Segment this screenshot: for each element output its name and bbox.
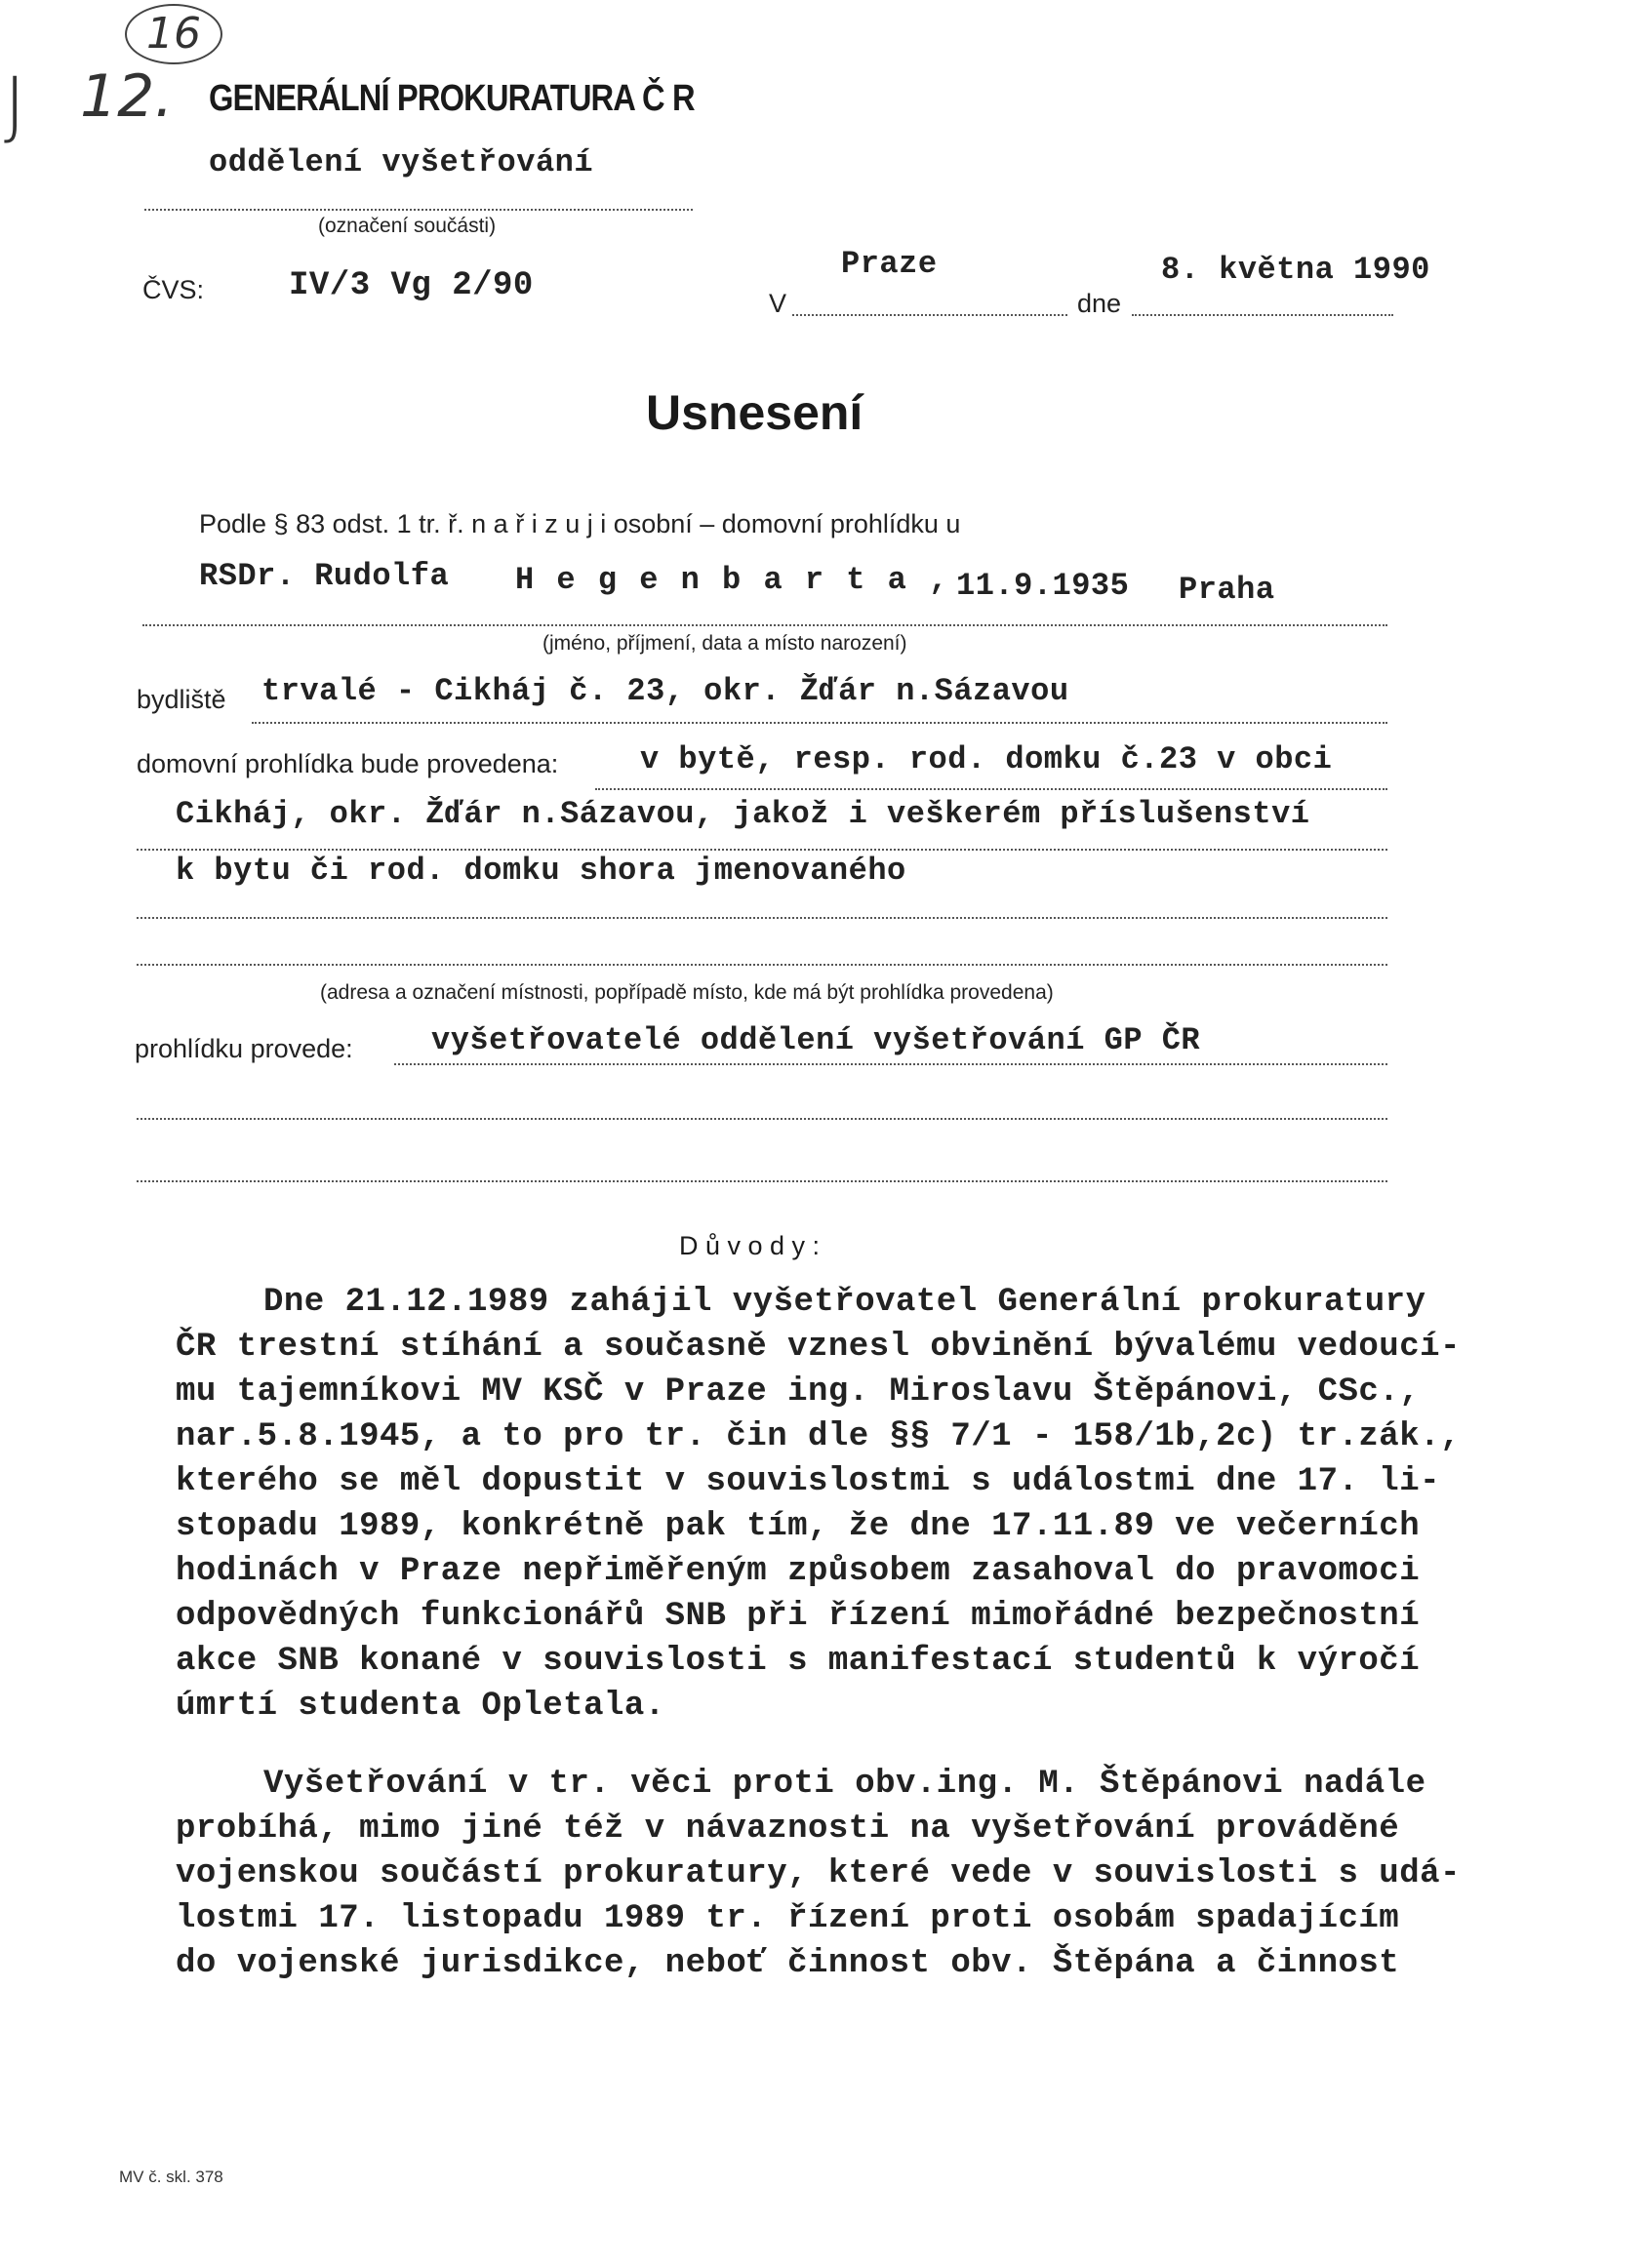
performer-value: vyšetřovatelé oddělení vyšetřování GP ČR [431,1022,1201,1058]
circled-page-number: 16 [125,4,222,64]
performer-dotline-2 [137,1118,1387,1120]
reason-line-9: akce SNB konané v souvislosti s manifestací studentů k výročí [176,1643,1421,1680]
date-value: 8. května 1990 [1161,252,1430,288]
cvs-label: ČVS: [142,275,205,304]
person-caption: (jméno, příjmení, data a místo narození) [542,632,907,655]
reason-line-10: úmrtí studenta Opletala. [176,1688,665,1725]
person-name: RSDr. Rudolfa [199,558,450,594]
reason-line-6: stopadu 1989, konkrétně pak tím, že dne 17.11.89 ve večerních [176,1508,1421,1545]
performer-label: prohlídku provede: [135,1034,353,1063]
search-place-label: domovní prohlídka bude provedena: [137,749,559,778]
residence-label: bydliště [137,685,226,714]
margin-mark: J [4,60,26,147]
date-label: dne [1077,289,1122,318]
form-code: MV č. skl. 378 [119,2168,223,2186]
department-name: oddělení vyšetřování [209,144,594,180]
reason-line-4: nar.5.8.1945, a to pro tr. čin dle §§ 7/1 - 158/1b,2c) tr.zák., [176,1418,1461,1455]
reason-line-2: ČR trestní stíhání a současně vznesl obvinění bývalému vedoucí- [176,1329,1461,1366]
person-birth-date: 11.9.1935 [956,568,1130,604]
performer-line [394,1063,1387,1065]
address-caption: (adresa a označení místnosti, popřípadě místo, kde má být prohlídka provedena) [320,981,1054,1004]
order-intro: Podle § 83 odst. 1 tr. ř. n a ř i z u j i osobní – domovní prohlídku u [199,509,961,538]
reason-line-15: do vojenské jurisdikce, neboť činnost obv. Štěpána a činnost [176,1945,1400,1982]
document-title: Usnesení [646,385,863,440]
residence-line [252,722,1387,724]
place-prefix: V [769,289,787,318]
reason-line-7: hodinách v Praze nepřiměřeným způsobem zasahoval do pravomoci [176,1553,1421,1590]
reason-line-1: Dne 21.12.1989 zahájil vyšetřovatel Generální prokuratury [263,1284,1426,1321]
search-place-line-3: k bytu či rod. domku shora jmenovaného [176,853,906,889]
reason-line-13: vojenskou součástí prokuratury, které vede v souvislosti s udá- [176,1855,1461,1892]
search-place-dotline-1 [595,788,1387,790]
search-place-dotline-3 [137,917,1387,919]
institution-name: GENERÁLNÍ PROKURATURA Č R [209,78,695,119]
reason-line-14: lostmi 17. listopadu 1989 tr. řízení proti osobám spadajícím [176,1900,1400,1937]
residence-value: trvalé - Cikháj č. 23, okr. Žďár n.Sázavou [261,673,1069,709]
place-value: Praze [841,246,938,282]
reason-line-11: Vyšetřování v tr. věci proti obv.ing. M. Štěpánovi nadále [263,1766,1426,1803]
date-line [1132,314,1393,316]
cvs-value: IV/3 Vg 2/90 [289,267,534,304]
person-surname: H e g e n b a r t a , [515,562,950,598]
reasons-heading: D ů v o d y : [679,1231,821,1260]
search-place-line-1: v bytě, resp. rod. domku č.23 v obci [640,741,1333,777]
place-line [792,314,1067,316]
reason-line-12: probíhá, mimo jiné též v návaznosti na vyšetřování prováděné [176,1810,1400,1848]
performer-dotline-3 [137,1180,1387,1182]
handwritten-page-number: 12. [80,62,174,131]
person-line [142,624,1387,626]
department-line [144,209,693,211]
search-place-line-2: Cikháj, okr. Žďár n.Sázavou, jakož i veškerém příslušenství [176,796,1310,832]
reason-line-3: mu tajemníkovi MV KSČ v Praze ing. Miroslavu Štěpánovi, CSc., [176,1373,1421,1411]
person-birth-place: Praha [1179,572,1275,608]
department-caption: (označení součásti) [318,215,497,237]
search-place-dotline-4 [137,964,1387,966]
search-place-dotline-2 [137,849,1387,851]
reason-line-8: odpovědných funkcionářů SNB při řízení mimořádné bezpečnostní [176,1598,1421,1635]
reason-line-5: kterého se měl dopustit v souvislostmi s událostmi dne 17. li- [176,1463,1441,1500]
